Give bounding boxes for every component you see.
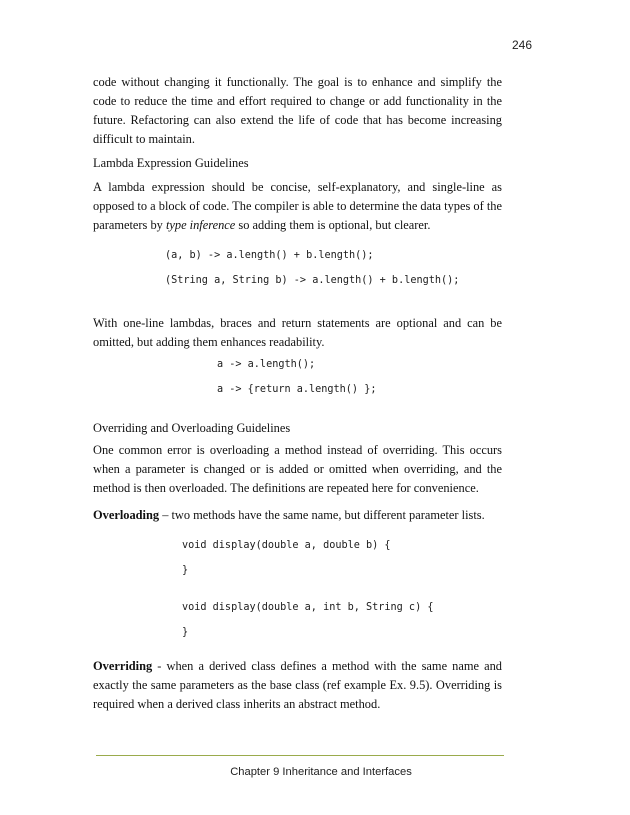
lambda-heading: Lambda Expression Guidelines <box>93 156 249 170</box>
overriding-definition <box>93 657 502 714</box>
overload-code-line-3: void display(double a, int b, String c) { <box>182 602 434 613</box>
overriding-paragraph: One common error is overloading a method instead of overriding. This occurs when a parameter is changed or is added or omitted when overriding, and the method is then overloaded. The definitions are repeated here for convenience. <box>93 443 502 495</box>
intro-paragraph: code without changing it functionally. The goal is to enhance and simplify the code to reduce the time and effort required to change or add functionality in the future. Refactoring can also extend the life of code that has become increasing difficult to maintain. <box>93 75 502 146</box>
overloading-definition <box>93 506 502 525</box>
overriding-definition-text: - when a derived class defines a method with the same name and exactly the same parameters as the base class (ref example Ex. 9.5). Overriding is required when a derived class inherits an abstract method. <box>93 659 502 711</box>
lambda-code-line-3: a -> a.length(); <box>217 359 316 370</box>
page-number: 246 <box>512 38 533 52</box>
lambda-paragraph-start: A lambda expression should be concise, self-explanatory, and single-line as opposed to a block of code. The compiler is able to determine the data types of the parameters by <box>93 180 502 232</box>
overriding-heading: Overriding and Overloading Guidelines <box>93 421 291 435</box>
one-line-lambda-paragraph: With one-line lambdas, braces and return statements are optional and can be omitted, but adding them enhances readability. <box>93 316 502 349</box>
lambda-code-line-2: (String a, String b) -> a.length() + b.length(); <box>165 275 460 286</box>
lambda-paragraph <box>93 178 502 235</box>
chapter-footer: Chapter 9 Inheritance and Interfaces <box>230 766 412 778</box>
overload-code-line-2: } <box>182 565 189 576</box>
lambda-paragraph-end: so adding them is optional, but clearer. <box>235 218 431 232</box>
lambda-code-line-4: a -> {return a.length() }; <box>217 384 377 395</box>
overload-code-line-4: } <box>182 627 189 638</box>
overloading-definition-text: – two methods have the same name, but different parameter lists. <box>159 508 485 522</box>
lambda-code-line-1: (a, b) -> a.length() + b.length(); <box>165 250 374 261</box>
type-inference-term: type inference <box>165 218 236 232</box>
overloading-term: Overloading <box>93 508 160 522</box>
overload-code-line-1: void display(double a, double b) { <box>182 540 391 551</box>
overriding-term: Overriding <box>93 659 153 673</box>
footer-divider <box>96 755 504 756</box>
